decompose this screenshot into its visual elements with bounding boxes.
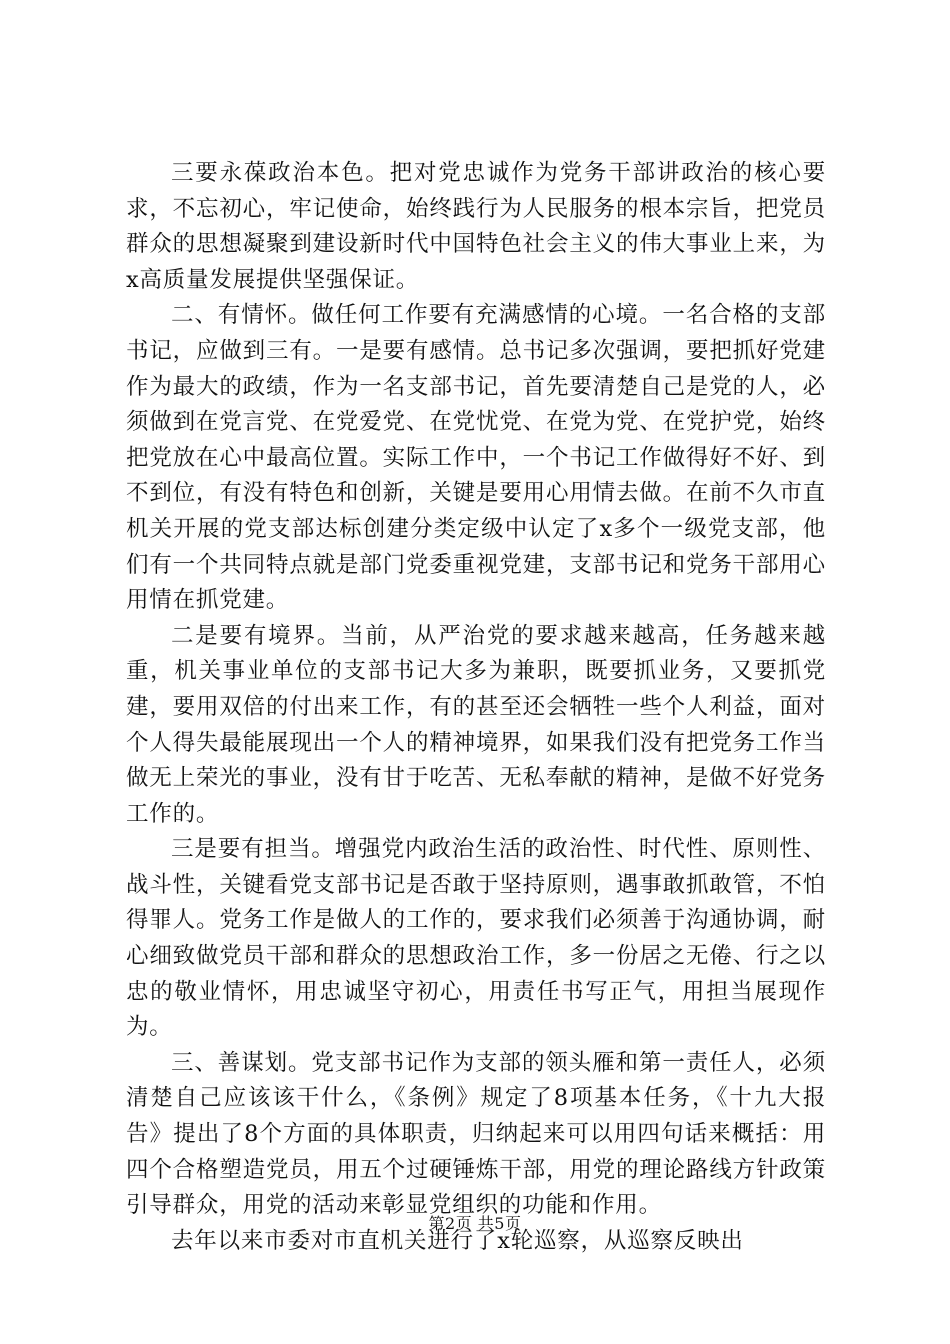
paragraph-political-color: 三要永葆政治本色。把对党忠诚作为党务干部讲政治的核心要求，不忘初心，牢记使命，始终践行为人民服务的根本宗旨，把党员群众的思想凝聚到建设新时代中国特色社会主义的伟大事业上来，为x高质量发展提供坚强保证。 (126, 160, 826, 293)
page-number-footer: 第2页 共5页 (428, 1214, 522, 1233)
paragraph-have-responsibility: 三是要有担当。增强党内政治生活的政治性、时代性、原则性、战斗性，关键看党支部书记是否敢于坚持原则，遇事敢抓敢管，不怕得罪人。党务工作是做人的工作的，要求我们必须善于沟通协调，耐心细致做党员干部和群众的思想政治工作，多一份居之无倦、行之以忠的敬业情怀，用忠诚坚守初心，用责任书写正气，用担当展现作为。 (126, 836, 826, 1041)
paragraph-inspection: 去年以来市委对市直机关进行了x轮巡察，从巡察反映出 (171, 1227, 744, 1254)
paragraph-good-planning: 三、善谋划。党支部书记作为支部的领头雁和第一责任人，必须清楚自己应该该干什么，《条例》规定了8项基本任务，《十九大报告》提出了8个方面的具体职责，归纳起来可以用四句话来概括：用四个合格塑造党员，用五个过硬锤炼干部，用党的理论路线方针政策引导群众，用党的活动来彰显党组织的功能和作用。 (126, 1049, 826, 1219)
document-body (126, 156, 826, 1259)
paragraph-have-realm: 二是要有境界。当前，从严治党的要求越来越高，任务越来越重，机关事业单位的支部书记大多为兼职，既要抓业务，又要抓党建，要用双倍的付出来工作，有的甚至还会牺牲一些个人利益，面对个人得失最能展现出一个人的精神境界，如果我们没有把党务工作当做无上荣光的事业，没有甘于吃苦、无私奉献的精神，是做不好党务工作的。 (126, 622, 826, 827)
paragraph-have-feelings: 二、有情怀。做任何工作要有充满感情的心境。一名合格的支部书记，应做到三有。一是要有感情。总书记多次强调，要把抓好党建作为最大的政绩，作为一名支部书记，首先要清楚自己是党的人，必须做到在党言党、在党爱党、在党忧党、在党为党、在党护党，始终把党放在心中最高位置。实际工作中，一个书记工作做得好不好、到不到位，有没有特色和创新，关键是要用心用情去做。在前不久市直机关开展的党支部达标创建分类定级中认定了x多个一级党支部，他们有一个共同特点就是部门党委重视党建，支部书记和党务干部用心用情在抓党建。 (126, 302, 826, 614)
